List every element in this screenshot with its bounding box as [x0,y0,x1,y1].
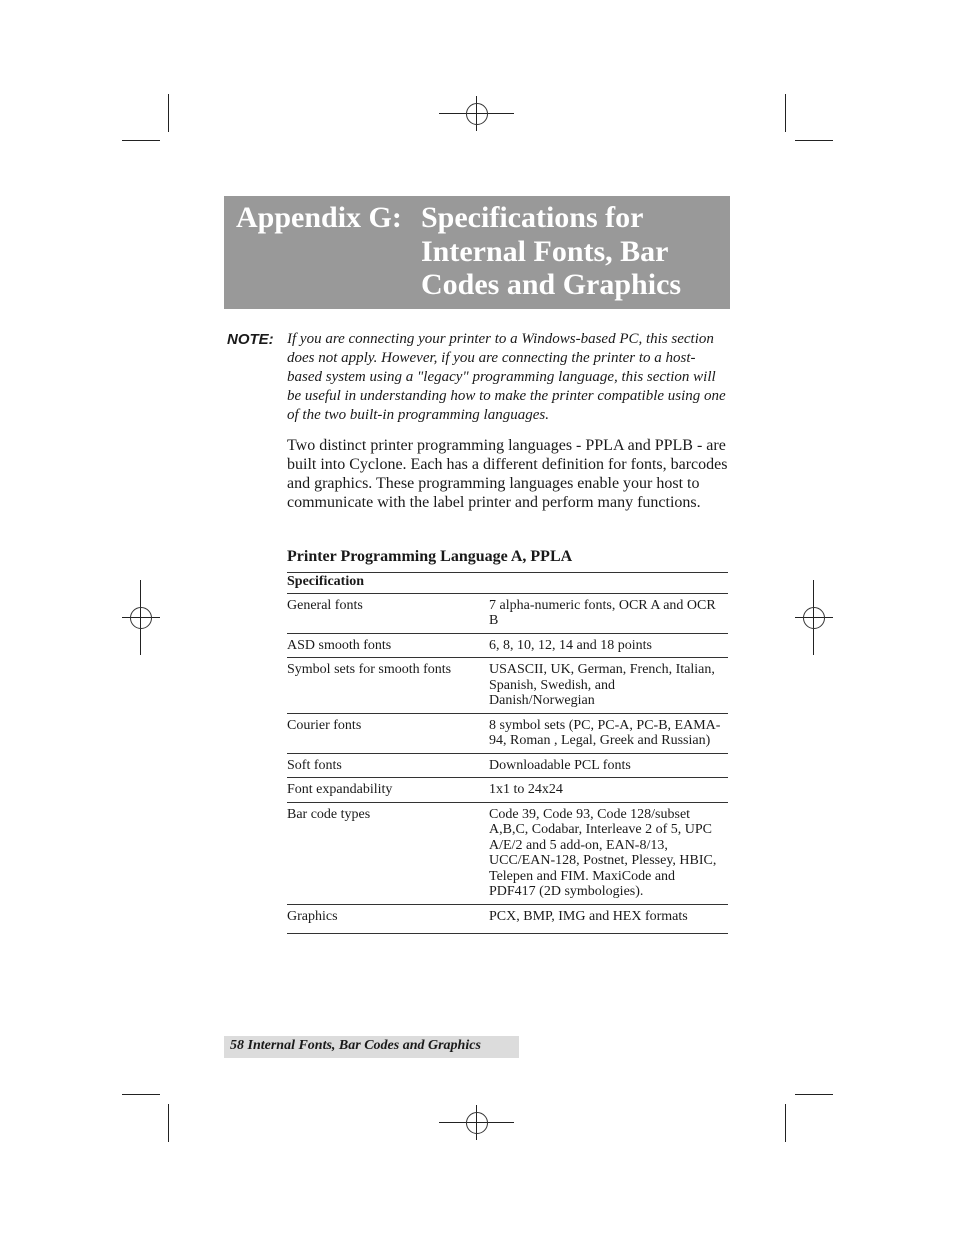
value-cell: USASCII, UK, German, French, Italian, Spanish, Swedish, and Danish/Norwegian [489,658,728,714]
spec-cell: Bar code types [287,802,489,904]
table-row [287,904,728,934]
value-cell: 8 symbol sets (PC, PC-A, PC-B, EAMA-94, Roman , Legal, Greek and Russian) [489,713,728,753]
table-row [287,593,728,633]
table-row [287,658,728,714]
spec-cell: Symbol sets for smooth fonts [287,658,489,714]
table-row [287,778,728,803]
table-row [287,633,728,658]
spec-cell: ASD smooth fonts [287,633,489,658]
chapter-label: Appendix G: [236,201,402,234]
spec-cell: Courier fonts [287,713,489,753]
note-text: If you are connecting your printer to a Windows-based PC, this section does not apply. However, if you are connecting the printer to a host-based system using a "legacy" programming language, this section will be useful in understanding how to make the printer compatible using one of the two built-in programming languages. [287,331,726,423]
footer-text: 58 Internal Fonts, Bar Codes and Graphics [230,1038,481,1053]
spec-cell: Font expandability [287,778,489,803]
crop-mark [122,140,160,141]
value-cell: PCX, BMP, IMG and HEX formats [489,904,728,934]
crop-mark [168,1104,169,1142]
value-cell: 7 alpha-numeric fonts, OCR A and OCR B [489,593,728,633]
table-row [287,802,728,904]
table-row [287,713,728,753]
value-cell: Downloadable PCL fonts [489,753,728,778]
crop-mark [795,1094,833,1095]
registration-mark-circle [803,607,825,629]
chapter-title-band [224,196,730,309]
table-row [287,753,728,778]
spec-cell: Soft fonts [287,753,489,778]
crop-mark [795,140,833,141]
crop-mark [785,94,786,132]
chapter-title: Specifications for Internal Fonts, Bar Codes and Graphics [421,201,682,301]
intro-paragraph: Two distinct printer programming languages - PPLA and PPLB - are built into Cyclone. Each has a different definition for fonts, barcodes and graphics. These programming languages enable your host to communicate with the label printer and perform many functions. [287,437,728,511]
registration-mark-circle [466,1112,488,1134]
spec-cell: General fonts [287,593,489,633]
crop-mark [122,1094,160,1095]
value-cell: 1x1 to 24x24 [489,778,728,803]
table-title: Printer Programming Language A, PPLA [287,548,573,565]
registration-mark-circle [130,607,152,629]
value-cell: Code 39, Code 93, Code 128/subset A,B,C, Codabar, Interleave 2 of 5, UPC A/E/2 and 5 add-on, EAN-8/13, UCC/EAN-128, Postnet, Plessey, HBIC, Telepen and FIM. MaxiCode and PDF417 (2D symbologies). [489,802,728,904]
note-label: NOTE: [227,331,274,348]
crop-mark [168,94,169,132]
table-header-row [287,573,728,594]
spec-cell: Graphics [287,904,489,934]
registration-mark-circle [466,103,488,125]
page-footer [224,1036,519,1058]
table-header: Specification [287,573,728,594]
spec-table [287,572,728,934]
value-cell: 6, 8, 10, 12, 14 and 18 points [489,633,728,658]
crop-mark [785,1104,786,1142]
